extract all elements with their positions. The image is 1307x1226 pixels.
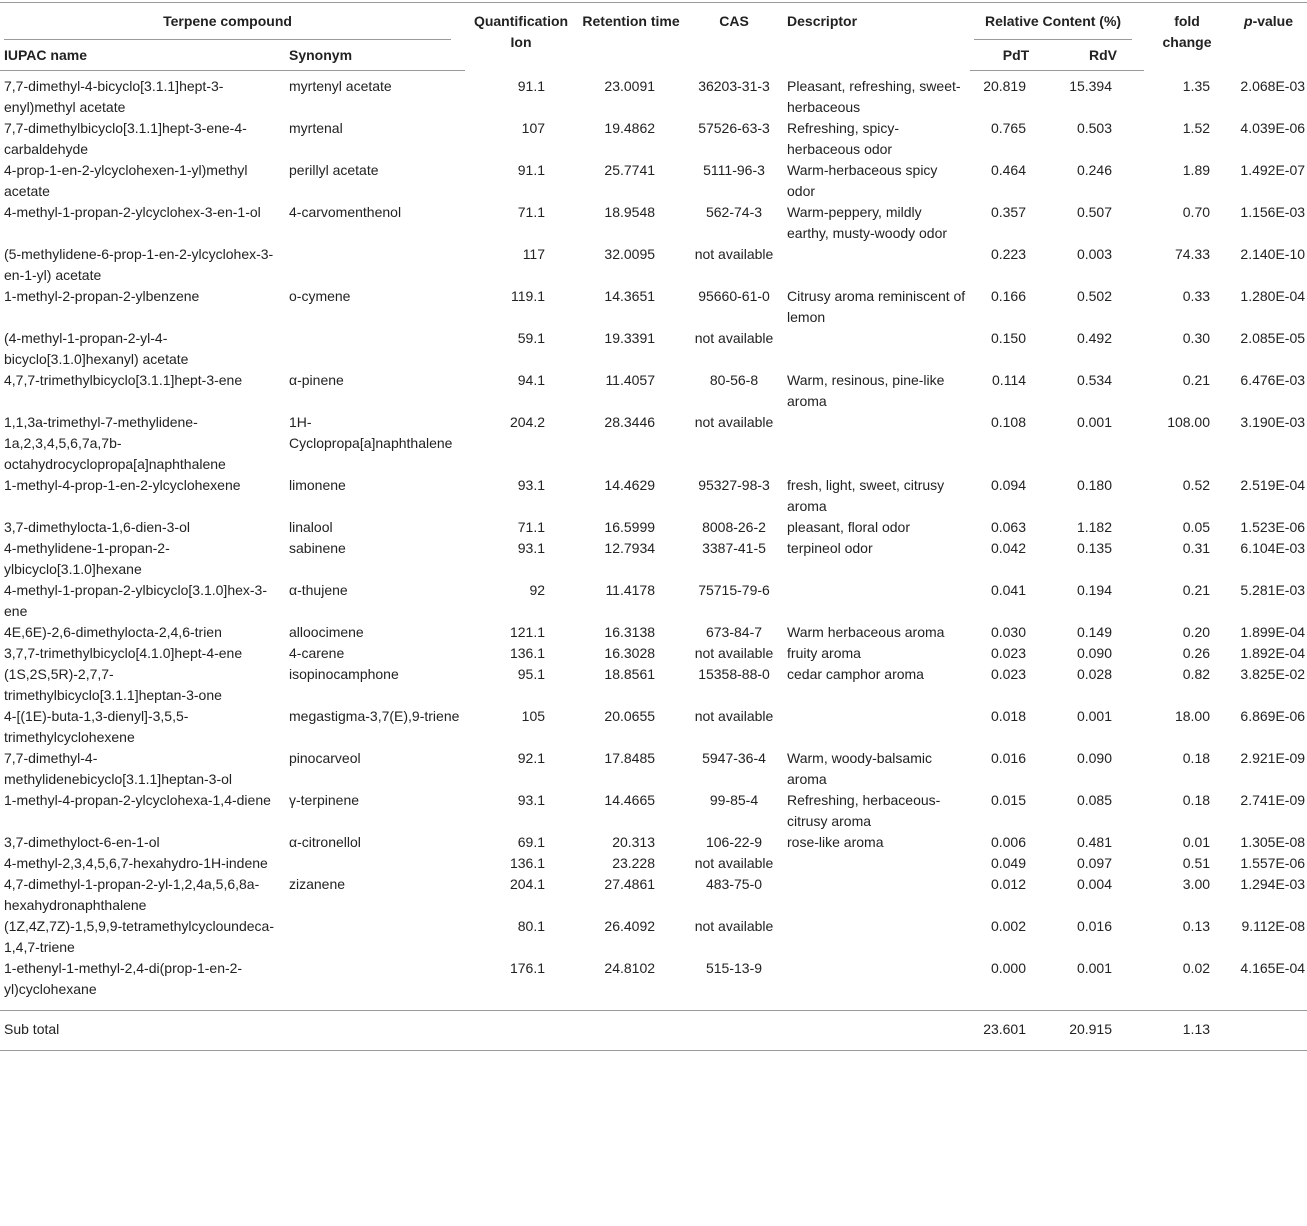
- cell-descriptor: [783, 580, 970, 622]
- table-row: [0, 118, 1307, 160]
- cell-cas: 106-22-9: [705, 834, 763, 850]
- cell-synonym: [285, 328, 465, 370]
- cell-iupac-name: 3,7,7-trimethylbicyclo[4.1.0]hept-4-ene: [4, 645, 243, 661]
- cell-rdv: 0.090: [1076, 750, 1113, 766]
- table-row: [0, 202, 1307, 244]
- cell-cas: 483-75-0: [705, 876, 763, 892]
- cell-iupac-name: 4-prop-1-en-2-ylcyclohexen-1-yl)methyl acetate: [4, 162, 248, 199]
- header-p-value: p-value: [1230, 3, 1307, 71]
- cell-p-value: 2.085E-05: [1240, 330, 1306, 346]
- cell-p-value: 1.294E-03: [1240, 876, 1306, 892]
- cell-p-value: 2.921E-09: [1240, 750, 1306, 766]
- cell-synonym: alloocimene: [289, 624, 364, 640]
- cell-rdv: 0.149: [1076, 624, 1113, 640]
- cell-iupac-name: 4,7-dimethyl-1-propan-2-yl-1,2,4a,5,6,8a-hexahydronaphthalene: [4, 876, 260, 913]
- cell-synonym: 1H-Cyclopropa[a]naphthalene: [289, 414, 453, 451]
- cell-quantification-ion: 105: [521, 708, 546, 724]
- header-retention-time: Retention time: [577, 3, 685, 71]
- table-row: [0, 160, 1307, 202]
- cell-retention-time: 32.0095: [604, 246, 656, 262]
- table-row: [0, 874, 1307, 916]
- cell-cas: not available: [694, 414, 774, 430]
- cell-pdt: 0.016: [990, 750, 1027, 766]
- header-descriptor: Descriptor: [783, 3, 970, 71]
- cell-pdt: 0.150: [990, 330, 1027, 346]
- cell-rdv: 0.016: [1076, 918, 1113, 934]
- cell-retention-time: 19.4862: [604, 120, 656, 136]
- cell-quantification-ion: 176.1: [509, 960, 546, 976]
- cell-pdt: 0.006: [990, 834, 1027, 850]
- cell-retention-time: 26.4092: [604, 918, 656, 934]
- cell-p-value: 1.557E-06: [1240, 855, 1306, 871]
- cell-pdt: 0.108: [990, 414, 1027, 430]
- cell-pdt: 0.012: [990, 876, 1027, 892]
- cell-pdt: 0.000: [990, 960, 1027, 976]
- cell-descriptor: Warm herbaceous aroma: [787, 624, 945, 640]
- cell-fold-change: 0.21: [1182, 582, 1211, 598]
- header-cas: CAS: [685, 3, 783, 71]
- terpene-table: [0, 2, 1307, 1051]
- cell-descriptor: [783, 328, 970, 370]
- cell-retention-time: 19.3391: [604, 330, 656, 346]
- cell-rdv: 0.001: [1076, 960, 1113, 976]
- cell-p-value: 3.825E-02: [1240, 666, 1306, 682]
- subtotal-pdt: 23.601: [970, 1011, 1062, 1051]
- cell-synonym: linalool: [289, 519, 333, 535]
- cell-iupac-name: 1-ethenyl-1-methyl-2,4-di(prop-1-en-2-yl)cyclohexane: [4, 960, 243, 997]
- cell-rdv: 0.001: [1076, 414, 1113, 430]
- cell-synonym: α-pinene: [289, 372, 344, 388]
- cell-p-value: 4.165E-04: [1240, 960, 1306, 976]
- table-row: [0, 328, 1307, 370]
- cell-retention-time: 25.7741: [604, 162, 656, 178]
- cell-retention-time: 12.7934: [604, 540, 656, 556]
- table-row: [0, 412, 1307, 475]
- table-row: [0, 244, 1307, 286]
- cell-cas: 8008-26-2: [702, 519, 766, 535]
- cell-pdt: 0.166: [990, 288, 1027, 304]
- cell-rdv: 0.502: [1076, 288, 1113, 304]
- cell-synonym: [285, 244, 465, 286]
- cell-retention-time: 24.8102: [604, 960, 656, 976]
- header-quantification-ion: Quantification Ion: [465, 3, 577, 71]
- cell-iupac-name: 4-[(1E)-buta-1,3-dienyl]-3,5,5-trimethylcyclohexene: [4, 708, 189, 745]
- table-row: [0, 706, 1307, 748]
- cell-cas: 515-13-9: [705, 960, 763, 976]
- cell-iupac-name: 7,7-dimethylbicyclo[3.1.1]hept-3-ene-4-carbaldehyde: [4, 120, 247, 157]
- cell-fold-change: 0.20: [1182, 624, 1211, 640]
- cell-retention-time: 23.228: [612, 855, 656, 871]
- cell-quantification-ion: 117: [522, 246, 546, 262]
- cell-iupac-name: 7,7-dimethyl-4-bicyclo[3.1.1]hept-3-enyl)methyl acetate: [4, 78, 224, 115]
- cell-fold-change: 0.33: [1182, 288, 1211, 304]
- cell-synonym: o-cymene: [289, 288, 351, 304]
- cell-pdt: 0.023: [990, 645, 1027, 661]
- table-header: [0, 3, 1307, 71]
- cell-fold-change: 0.18: [1182, 792, 1211, 808]
- cell-retention-time: 18.9548: [604, 204, 656, 220]
- header-pdt: PdT: [970, 40, 1062, 71]
- cell-fold-change: 0.82: [1182, 666, 1211, 682]
- cell-pdt: 0.042: [990, 540, 1027, 556]
- cell-rdv: 0.507: [1076, 204, 1113, 220]
- cell-retention-time: 14.3651: [604, 288, 656, 304]
- cell-descriptor: pleasant, floral odor: [787, 519, 910, 535]
- cell-rdv: 0.135: [1076, 540, 1113, 556]
- cell-p-value: 5.281E-03: [1240, 582, 1306, 598]
- cell-rdv: 0.085: [1076, 792, 1113, 808]
- cell-synonym: myrtenal: [289, 120, 343, 136]
- cell-synonym: [285, 958, 465, 1000]
- cell-quantification-ion: 92.1: [517, 750, 546, 766]
- cell-descriptor: Refreshing, spicy-herbaceous odor: [787, 120, 900, 157]
- cell-iupac-name: 4-methyl-2,3,4,5,6,7-hexahydro-1H-indene: [4, 855, 268, 871]
- cell-descriptor: fresh, light, sweet, citrusy aroma: [787, 477, 945, 514]
- cell-rdv: 0.534: [1076, 372, 1113, 388]
- cell-quantification-ion: 71.1: [517, 519, 546, 535]
- table-body: [0, 71, 1307, 1001]
- cell-iupac-name: 4-methylidene-1-propan-2-ylbicyclo[3.1.0]hexane: [4, 540, 170, 577]
- table-row: [0, 538, 1307, 580]
- cell-retention-time: 16.3028: [604, 645, 656, 661]
- cell-quantification-ion: 80.1: [517, 918, 546, 934]
- cell-retention-time: 17.8485: [604, 750, 656, 766]
- cell-pdt: 0.041: [990, 582, 1027, 598]
- cell-descriptor: [783, 874, 970, 916]
- cell-quantification-ion: 136.1: [509, 855, 546, 871]
- cell-fold-change: 0.21: [1182, 372, 1211, 388]
- cell-p-value: 1.492E-07: [1240, 162, 1306, 178]
- cell-iupac-name: 4-methyl-1-propan-2-ylcyclohex-3-en-1-ol: [4, 204, 261, 220]
- cell-p-value: 1.523E-06: [1240, 519, 1306, 535]
- cell-descriptor: [783, 706, 970, 748]
- header-iupac-name: IUPAC name: [0, 40, 285, 71]
- cell-iupac-name: 4E,6E)-2,6-dimethylocta-2,4,6-trien: [4, 624, 222, 640]
- cell-iupac-name: 4,7,7-trimethylbicyclo[3.1.1]hept-3-ene: [4, 372, 243, 388]
- cell-retention-time: 16.3138: [604, 624, 656, 640]
- cell-pdt: 20.819: [983, 78, 1027, 94]
- cell-quantification-ion: 71.1: [517, 204, 546, 220]
- cell-fold-change: 3.00: [1182, 876, 1211, 892]
- cell-fold-change: 1.89: [1182, 162, 1211, 178]
- cell-iupac-name: 3,7-dimethylocta-1,6-dien-3-ol: [4, 519, 190, 535]
- subtotal-fold-change: 1.13: [1144, 1011, 1230, 1051]
- cell-retention-time: 16.5999: [604, 519, 656, 535]
- table-row: [0, 71, 1307, 119]
- cell-pdt: 0.114: [992, 372, 1027, 388]
- table-row: [0, 475, 1307, 517]
- cell-quantification-ion: 93.1: [517, 792, 546, 808]
- cell-iupac-name: 7,7-dimethyl-4-methylidenebicyclo[3.1.1]heptan-3-ol: [4, 750, 233, 787]
- cell-retention-time: 18.8561: [604, 666, 656, 682]
- cell-synonym: perillyl acetate: [289, 162, 379, 178]
- cell-cas: 562-74-3: [705, 204, 763, 220]
- cell-synonym: limonene: [289, 477, 346, 493]
- cell-pdt: 0.357: [990, 204, 1027, 220]
- cell-cas: 5947-36-4: [702, 750, 766, 766]
- cell-iupac-name: 3,7-dimethyloct-6-en-1-ol: [4, 834, 160, 850]
- cell-pdt: 0.063: [990, 519, 1027, 535]
- cell-quantification-ion: 95.1: [517, 666, 546, 682]
- table-row: [0, 370, 1307, 412]
- table-row: [0, 517, 1307, 538]
- table-row: [0, 790, 1307, 832]
- cell-rdv: 0.003: [1076, 246, 1113, 262]
- subtotal-label: Sub total: [0, 1011, 465, 1051]
- cell-pdt: 0.464: [990, 162, 1027, 178]
- cell-quantification-ion: 69.1: [517, 834, 546, 850]
- table-row: [0, 622, 1307, 643]
- cell-fold-change: 108.00: [1167, 414, 1211, 430]
- cell-rdv: 0.246: [1076, 162, 1113, 178]
- table-row: [0, 832, 1307, 853]
- cell-descriptor: Refreshing, herbaceous-citrusy aroma: [787, 792, 941, 829]
- cell-synonym: 4-carene: [289, 645, 345, 661]
- cell-iupac-name: 1-methyl-2-propan-2-ylbenzene: [4, 288, 200, 304]
- cell-rdv: 0.180: [1076, 477, 1113, 493]
- cell-fold-change: 0.70: [1182, 204, 1211, 220]
- cell-fold-change: 0.02: [1182, 960, 1211, 976]
- cell-cas: not available: [694, 708, 774, 724]
- cell-p-value: 2.068E-03: [1240, 77, 1306, 94]
- cell-rdv: 0.194: [1076, 582, 1113, 598]
- cell-synonym: megastigma-3,7(E),9-triene: [289, 708, 460, 724]
- cell-cas: 673-84-7: [705, 624, 763, 640]
- cell-descriptor: fruity aroma: [787, 645, 861, 661]
- cell-iupac-name: 4-methyl-1-propan-2-ylbicyclo[3.1.0]hex-3-ene: [4, 582, 267, 619]
- cell-descriptor: [783, 412, 970, 475]
- cell-synonym: α-citronellol: [289, 834, 361, 850]
- table-row: [0, 286, 1307, 328]
- cell-retention-time: 14.4665: [604, 792, 656, 808]
- cell-retention-time: 11.4178: [605, 582, 656, 598]
- table-row: [0, 853, 1307, 874]
- cell-descriptor: Warm-peppery, mildly earthy, musty-woody odor: [787, 204, 948, 241]
- cell-fold-change: 0.26: [1182, 645, 1211, 661]
- cell-p-value: 3.190E-03: [1240, 414, 1306, 430]
- cell-p-value: 1.892E-04: [1240, 645, 1306, 661]
- cell-retention-time: 11.4057: [605, 372, 656, 388]
- cell-pdt: 0.015: [990, 792, 1027, 808]
- cell-rdv: 0.004: [1076, 876, 1113, 892]
- cell-synonym: 4-carvomenthenol: [289, 204, 402, 220]
- cell-pdt: 0.018: [990, 708, 1027, 724]
- cell-cas: not available: [694, 330, 774, 346]
- cell-cas: not available: [694, 855, 774, 871]
- cell-cas: 99-85-4: [709, 792, 759, 808]
- cell-quantification-ion: 91.1: [517, 77, 546, 94]
- cell-retention-time: 23.0091: [604, 77, 656, 94]
- cell-quantification-ion: 119.1: [511, 288, 546, 304]
- cell-iupac-name: (5-methylidene-6-prop-1-en-2-ylcyclohex-3-en-1-yl) acetate: [4, 246, 274, 283]
- cell-descriptor: [783, 958, 970, 1000]
- cell-p-value: 1.899E-04: [1240, 624, 1306, 640]
- cell-fold-change: 0.52: [1182, 477, 1211, 493]
- cell-descriptor: rose-like aroma: [787, 834, 884, 850]
- cell-fold-change: 18.00: [1174, 708, 1211, 724]
- cell-cas: 75715-79-6: [698, 582, 770, 598]
- cell-fold-change: 0.05: [1182, 519, 1211, 535]
- cell-rdv: 1.182: [1076, 519, 1113, 535]
- cell-quantification-ion: 93.1: [517, 540, 546, 556]
- cell-fold-change: 0.18: [1182, 750, 1211, 766]
- cell-fold-change: 74.33: [1174, 246, 1211, 262]
- cell-p-value: 2.519E-04: [1240, 477, 1306, 493]
- cell-descriptor: Pleasant, refreshing, sweet-herbaceous: [787, 77, 961, 115]
- cell-rdv: 0.097: [1076, 855, 1113, 871]
- cell-quantification-ion: 93.1: [517, 477, 546, 493]
- header-relative-content: Relative Content (%): [970, 3, 1144, 41]
- cell-p-value: 4.039E-06: [1240, 120, 1306, 136]
- cell-cas: not available: [694, 645, 774, 661]
- cell-pdt: 0.094: [990, 477, 1027, 493]
- cell-cas: 95327-98-3: [698, 477, 770, 493]
- cell-p-value: 1.305E-08: [1240, 834, 1306, 850]
- cell-p-value: 1.280E-04: [1240, 288, 1306, 304]
- cell-cas: not available: [694, 918, 774, 934]
- subtotal-row: [0, 1011, 1307, 1051]
- cell-fold-change: 0.51: [1182, 855, 1211, 871]
- cell-quantification-ion: 92: [529, 582, 546, 598]
- cell-descriptor: Warm, woody-balsamic aroma: [787, 750, 932, 787]
- cell-descriptor: cedar camphor aroma: [787, 666, 924, 682]
- cell-pdt: 0.765: [990, 120, 1027, 136]
- cell-descriptor: [783, 853, 970, 874]
- table-row: [0, 748, 1307, 790]
- cell-fold-change: 0.30: [1182, 330, 1211, 346]
- cell-cas: 95660-61-0: [698, 288, 770, 304]
- cell-iupac-name: (4-methyl-1-propan-2-yl-4-bicyclo[3.1.0]hexanyl) acetate: [4, 330, 189, 367]
- cell-descriptor: [783, 916, 970, 958]
- cell-synonym: myrtenyl acetate: [289, 78, 392, 94]
- cell-retention-time: 28.3446: [604, 414, 656, 430]
- cell-quantification-ion: 204.1: [509, 876, 546, 892]
- cell-p-value: 6.476E-03: [1240, 372, 1306, 388]
- cell-cas: 57526-63-3: [698, 120, 770, 136]
- cell-iupac-name: (1S,2S,5R)-2,7,7-trimethylbicyclo[3.1.1]heptan-3-one: [4, 666, 222, 703]
- cell-quantification-ion: 91.1: [517, 162, 546, 178]
- cell-retention-time: 27.4861: [604, 876, 656, 892]
- cell-descriptor: Warm-herbaceous spicy odor: [787, 162, 938, 199]
- cell-iupac-name: (1Z,4Z,7Z)-1,5,9,9-tetramethylcycloundeca-1,4,7-triene: [4, 918, 274, 955]
- cell-cas: 5111-96-3: [703, 162, 765, 178]
- cell-p-value: 2.140E-10: [1240, 246, 1306, 262]
- cell-quantification-ion: 107: [521, 120, 546, 136]
- subtotal-rdv: 20.915: [1062, 1011, 1144, 1051]
- cell-cas: 80-56-8: [709, 372, 759, 388]
- cell-p-value: 6.104E-03: [1240, 540, 1306, 556]
- cell-p-value: 6.869E-06: [1240, 708, 1306, 724]
- cell-synonym: α-thujene: [289, 582, 348, 598]
- header-rdv: RdV: [1062, 40, 1144, 71]
- cell-descriptor: Warm, resinous, pine-like aroma: [787, 372, 945, 409]
- cell-synonym: γ-terpinene: [289, 792, 360, 808]
- header-terpene-compound: Terpene compound: [0, 3, 465, 41]
- cell-quantification-ion: 59.1: [517, 330, 546, 346]
- header-fold-change: fold change: [1144, 3, 1230, 71]
- cell-quantification-ion: 121.1: [509, 624, 546, 640]
- cell-p-value: 1.156E-03: [1240, 204, 1306, 220]
- cell-pdt: 0.030: [990, 624, 1027, 640]
- cell-retention-time: 14.4629: [604, 477, 656, 493]
- cell-fold-change: 1.52: [1182, 120, 1211, 136]
- table-row: [0, 958, 1307, 1000]
- cell-pdt: 0.049: [990, 855, 1027, 871]
- cell-fold-change: 1.35: [1182, 77, 1211, 94]
- cell-fold-change: 0.01: [1182, 834, 1211, 850]
- cell-rdv: 0.028: [1076, 666, 1113, 682]
- cell-pdt: 0.023: [990, 666, 1027, 682]
- cell-p-value: 2.741E-09: [1240, 792, 1306, 808]
- cell-descriptor: terpineol odor: [787, 540, 873, 556]
- cell-pdt: 0.223: [990, 246, 1027, 262]
- cell-iupac-name: 1,1,3a-trimethyl-7-methylidene-1a,2,3,4,5,6,7a,7b-octahydrocyclopropa[a]naphthalene: [4, 414, 226, 472]
- cell-synonym: pinocarveol: [289, 750, 361, 766]
- cell-pdt: 0.002: [990, 918, 1027, 934]
- cell-cas: not available: [694, 246, 774, 262]
- table-row: [0, 643, 1307, 664]
- header-synonym: Synonym: [285, 40, 465, 71]
- cell-rdv: 15.394: [1069, 78, 1113, 94]
- cell-cas: 15358-88-0: [698, 666, 770, 682]
- cell-synonym: zizanene: [289, 876, 346, 892]
- cell-p-value: 9.112E-08: [1241, 918, 1306, 934]
- cell-fold-change: 0.31: [1182, 540, 1211, 556]
- cell-synonym: isopinocamphone: [289, 666, 399, 682]
- cell-descriptor: Citrusy aroma reminiscent of lemon: [787, 288, 966, 325]
- cell-descriptor: [783, 244, 970, 286]
- cell-rdv: 0.503: [1076, 120, 1113, 136]
- cell-retention-time: 20.313: [612, 834, 656, 850]
- cell-synonym: sabinene: [289, 540, 346, 556]
- cell-iupac-name: 1-methyl-4-prop-1-en-2-ylcyclohexene: [4, 477, 241, 493]
- cell-cas: 36203-31-3: [698, 77, 770, 94]
- cell-quantification-ion: 136.1: [509, 645, 546, 661]
- cell-fold-change: 0.13: [1182, 918, 1211, 934]
- cell-iupac-name: 1-methyl-4-propan-2-ylcyclohexa-1,4-diene: [4, 792, 271, 808]
- cell-quantification-ion: 204.2: [509, 414, 546, 430]
- cell-rdv: 0.481: [1076, 834, 1113, 850]
- cell-retention-time: 20.0655: [604, 708, 656, 724]
- table-row: [0, 916, 1307, 958]
- table-row: [0, 664, 1307, 706]
- cell-synonym: [285, 853, 465, 874]
- cell-rdv: 0.090: [1076, 645, 1113, 661]
- cell-cas: 3387-41-5: [702, 540, 766, 556]
- cell-rdv: 0.492: [1076, 330, 1113, 346]
- cell-synonym: [285, 916, 465, 958]
- cell-rdv: 0.001: [1076, 708, 1113, 724]
- cell-quantification-ion: 94.1: [517, 372, 546, 388]
- table-row: [0, 580, 1307, 622]
